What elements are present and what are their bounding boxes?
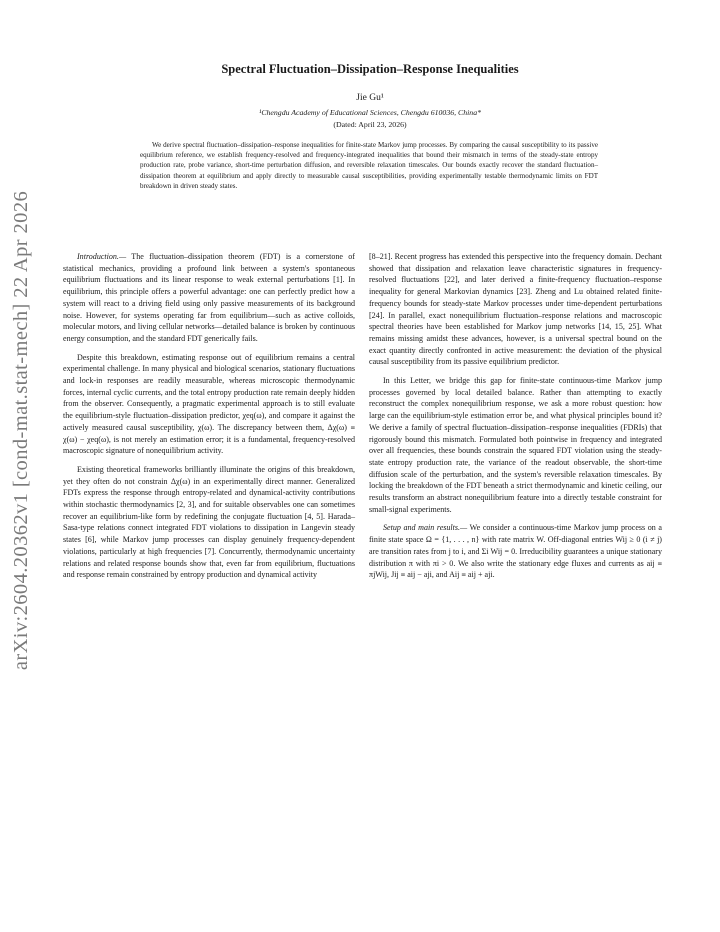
paragraph: Existing theoretical frameworks brilliantly illuminate the origins of this breakdown, yet they often do not constrain Δχ(ω) in an experimentally direct manner. Generalized FDTs express the response through entropy-related and dynamical-activity contributions within stochastic thermodynamics [2, 3], and for suitable observables one can sometimes recover an equilibrium-like form by redefining the conjugate fluctuation [4, 5]. Harada–Sasa-type relations connect integrated FDT violations to dissipation in Langevin steady states [6], while Markov jump processes can display genuinely frequency-dependent violations, particularly at high frequencies [7]. Concurrently, thermodynamic uncertainty relations and related response bounds show that, even far from equilibrium, fluctuations and response remain constrained by entropy production and dynamical activity (63, 464, 355, 580)
abstract: We derive spectral fluctuation–dissipation–response inequalities for finite-state Markov jump processes. By comparing the causal susceptibility to its passive equilibrium reference, we establish frequency-resolved and frequency-integrated inequalities that bound their mismatch in terms of the steady-state entropy production rate, probe variance, short-time perturbation diffusion, and reversible relaxation timescales. Our bounds exactly recover the standard fluctuation–dissipation theorem at equilibrium and apply directly to measurable causal susceptibilities, providing experimentally testable thermodynamic limits on FDT breakdown in driven steady states. (140, 141, 598, 190)
body-column-left (63, 251, 355, 588)
paragraph-text: We consider a continuous-time Markov jump process on a finite state space Ω = {1, . . . , n} with rate matrix W. Off-diagonal entries Wij ≥ 0 (i ≠ j) are transition rates from j to i, and Σi Wij = 0. Irreducibility guarantees a unique stationary distribution π with πi > 0. We also write the stationary edge fluxes and currents as aij ≡ πjWij, Jij ≡ aij − aji, and Aij ≡ aij + aji. (369, 523, 663, 580)
section-heading-introduction: Introduction.— (77, 252, 127, 261)
paper-title: Spectral Fluctuation–Dissipation–Response Inequalities (221, 62, 519, 76)
paragraph-introduction (63, 251, 355, 345)
paragraph: In this Letter, we bridge this gap for finite-state continuous-time Markov jump processes governed by local detailed balance. Rather than attempting to exactly reconstruct the complex nonequilibrium response, we ask a more robust question: how large can the equilibrium-style estimation error be, and what physical principles bound it? We derive a family of spectral fluctuation–dissipation–response inequalities (FDRIs) that rigorously bound this mismatch. Formulated both pointwise in frequency and integrated over all frequencies, these bounds constrain the squared FDT violation using the steady-state entropy production rate, the variance of the readout observable, the short-time diffusion scale of the perturbation, and the system's reversible relaxation timescales. By locking the breakdown of the FDT beneath a strict thermodynamic and kinetic ceiling, our results transform an abstract nonequilibrium feature into a directly testable constraint for small-signal experiments. (369, 376, 662, 514)
arxiv-stamp-text: arXiv:2604.20362v1 [cond-mat.stat-mech] 22 Apr 2026 (10, 190, 33, 670)
paragraph-continued: [8–21]. Recent progress has extended this perspective into the frequency domain. Dechant showed that dissipation and relaxation leave characteristic signatures in frequency-resolved fluctuations [22], and later derived a finite-frequency fluctuation–response inequality for general Markovian dynamics [23]. Zheng and Lu obtained related finite-frequency bounds for steady-state Markov processes under time-dependent perturbations [24]. In parallel, exact nonequilibrium fluctuation–response relations and macroscopic spectral theories have been established for Markov jump networks [14, 15, 25]. What remains missing amidst these advances, however, is a universal spectral bound on the exact quantity directly confronted in active measurement: the deviation of the physical causal susceptibility from its passive equilibrium predictor. (369, 252, 662, 367)
paragraph-setup (369, 522, 662, 581)
dated-line: (Dated: April 23, 2026) (333, 120, 407, 129)
paragraph: Despite this breakdown, estimating response out of equilibrium remains a central experimental challenge. In many physical and biological scenarios, stationary fluctuations and lock-in responses are readily measurable, whereas microscopic thermodynamic forces, internal cyclic currents, and the total entropy production rate remain deeply hidden from the observer. Consequently, a pragmatic experimental approach is to still evaluate the equilibrium-style fluctuation–dissipation predictor, χeq(ω), and compare it against the actively measured causal susceptibility, χ(ω). The discrepancy between them, Δχ(ω) ≡ χ(ω) − χeq(ω), is not merely an estimation error; it is a fundamental, frequency-resolved macroscopic signature of nonequilibrium activity. (63, 352, 355, 456)
author-line: Jie Gu¹ (356, 93, 384, 103)
arxiv-identifier-stamp (4, 190, 40, 670)
section-heading-setup: Setup and main results.— (383, 523, 468, 533)
body-column-right (369, 251, 662, 588)
paragraph-text: The fluctuation–dissipation theorem (FDT) is a cornerstone of statistical mechanics, providing a profound link between a system's spontaneous equilibrium fluctuations and its linear response to weak external perturbations [1]. In equilibrium, this principle offers a powerful advantage: one can perfectly predict how a system will react to a driving field using only passive measurements of its background noise. However, for systems operating far from equilibrium—such as active colloids, molecular motors, and living cellular networks—detailed balance is broken by continuous energy consumption, and the standard FDT generically fails. (63, 252, 355, 343)
affiliation-line: ¹Chengdu Academy of Educational Sciences, Chengdu 610036, China* (259, 108, 481, 117)
